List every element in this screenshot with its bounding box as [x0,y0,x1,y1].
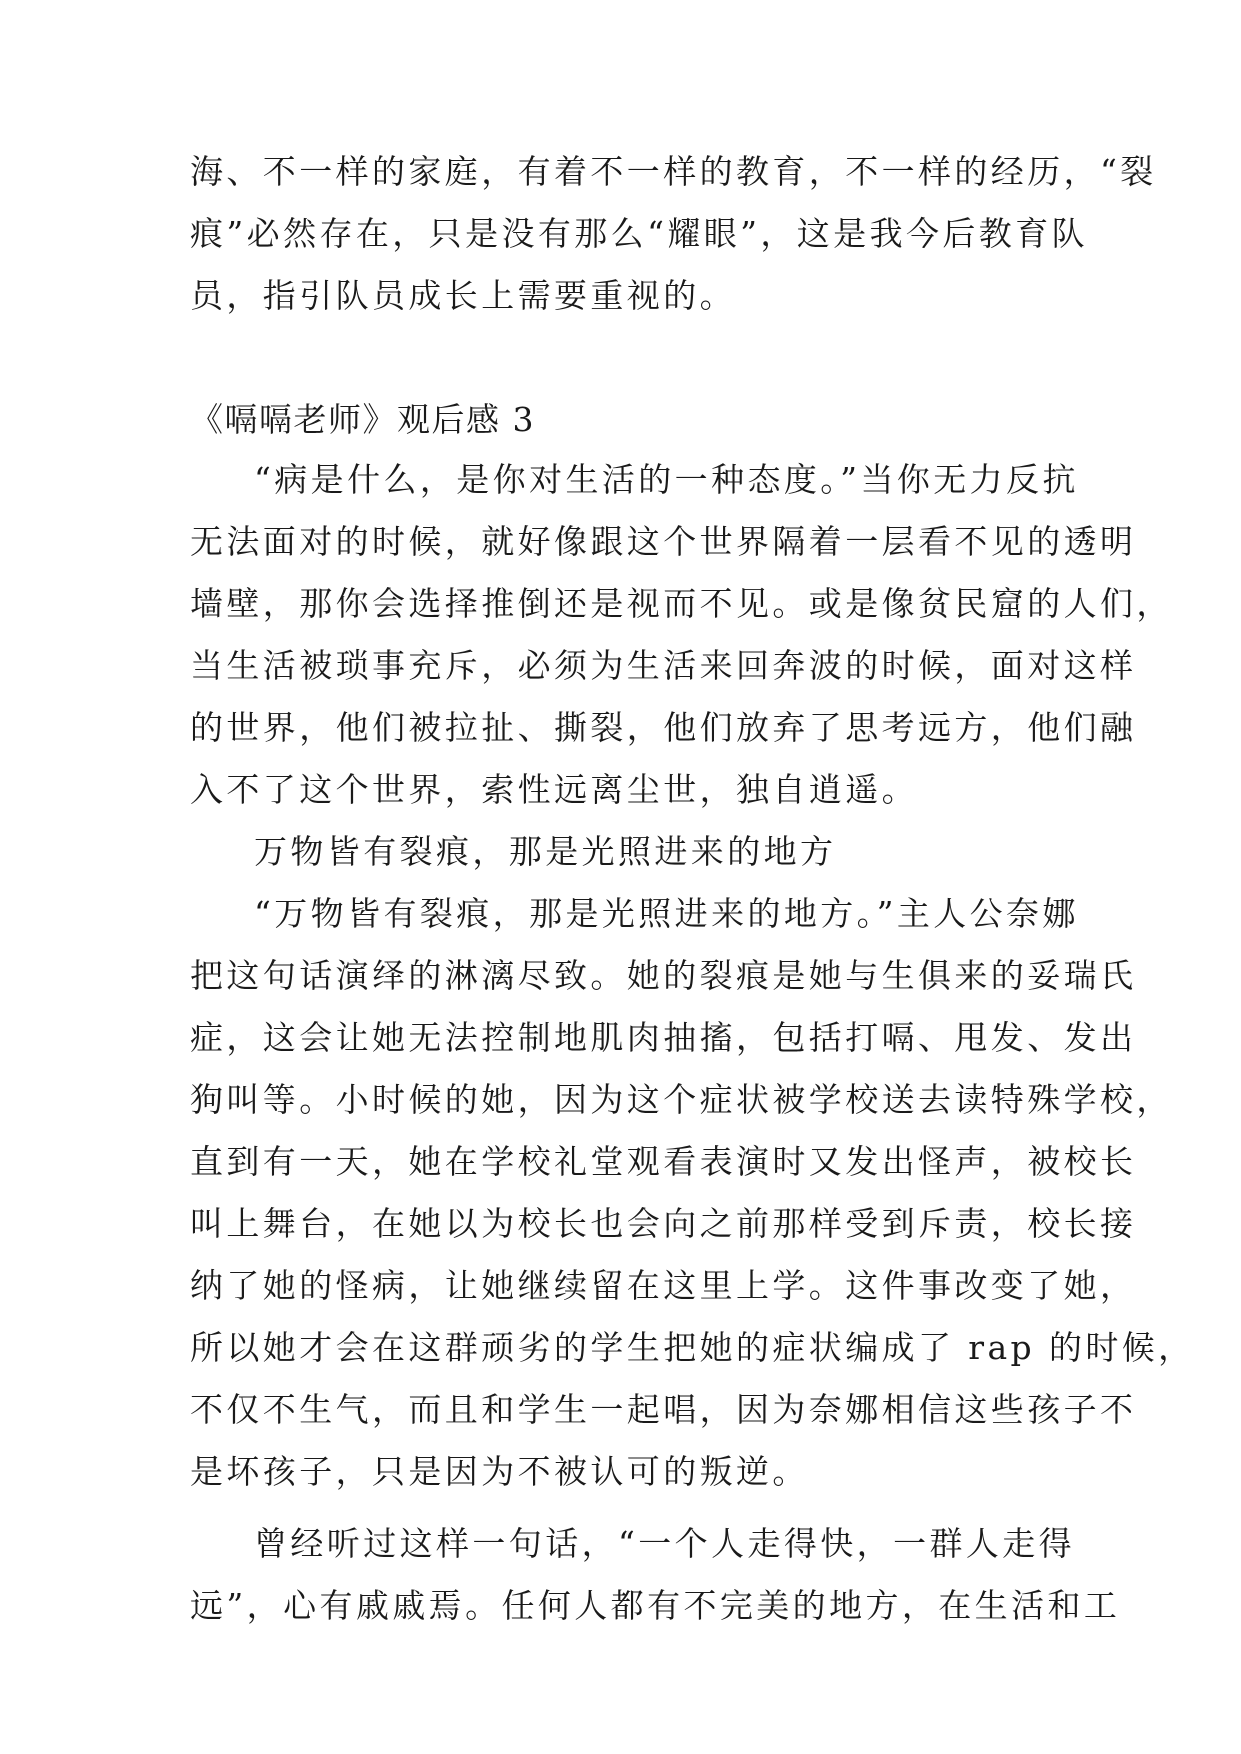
text-line: 叫上舞台，在她以为校长也会向之前那样受到斥责，校长接 [190,1204,1137,1243]
text-line: 纳了她的怪病，让她继续留在这里上学。这件事改变了她， [190,1266,1137,1305]
subtitle: 万物皆有裂痕，那是光照进来的地方 [254,832,837,871]
text-line: 痕”必然存在，只是没有那么“耀眼”，这是我今后教育队 [190,214,1089,253]
text-line: “病是什么，是你对生活的一种态度。”当你无力反抗 [254,460,1079,499]
section-heading: 《嗝嗝老师》观后感 3 [190,400,535,439]
text-line: 远”，心有戚戚焉。任何人都有不完美的地方，在生活和工 [190,1586,1121,1625]
text-line: 症，这会让她无法控制地肌肉抽搐，包括打嗝、甩发、发出 [190,1018,1137,1057]
text-line: 墙壁，那你会选择推倒还是视而不见。或是像贫民窟的人们， [190,584,1173,623]
text-line: 是坏孩子，只是因为不被认可的叛逆。 [190,1452,809,1491]
text-line: 狗叫等。小时候的她，因为这个症状被学校送去读特殊学校， [190,1080,1173,1119]
text-line: 不仅不生气，而且和学生一起唱，因为奈娜相信这些孩子不 [190,1390,1137,1429]
text-line: 直到有一天，她在学校礼堂观看表演时又发出怪声，被校长 [190,1142,1137,1181]
text-line: “万物皆有裂痕，那是光照进来的地方。”主人公奈娜 [254,894,1079,933]
text-line: 无法面对的时候，就好像跟这个世界隔着一层看不见的透明 [190,522,1137,561]
text-line: 把这句话演绎的淋漓尽致。她的裂痕是她与生俱来的妥瑞氏 [190,956,1137,995]
text-line: 员，指引队员成长上需要重视的。 [190,276,736,315]
text-line: 海、不一样的家庭，有着不一样的教育，不一样的经历，“裂 [190,152,1157,191]
text-line: 入不了这个世界，索性远离尘世，独自逍遥。 [190,770,918,809]
text-line: 所以她才会在这群顽劣的学生把她的症状编成了 rap 的时候， [190,1328,1195,1367]
text-line: 当生活被琐事充斥，必须为生活来回奔波的时候，面对这样 [190,646,1137,685]
text-line: 的世界，他们被拉扯、撕裂，他们放弃了思考远方，他们融 [190,708,1137,747]
text-line: 曾经听过这样一句话，“一个人走得快，一群人走得 [254,1524,1076,1563]
